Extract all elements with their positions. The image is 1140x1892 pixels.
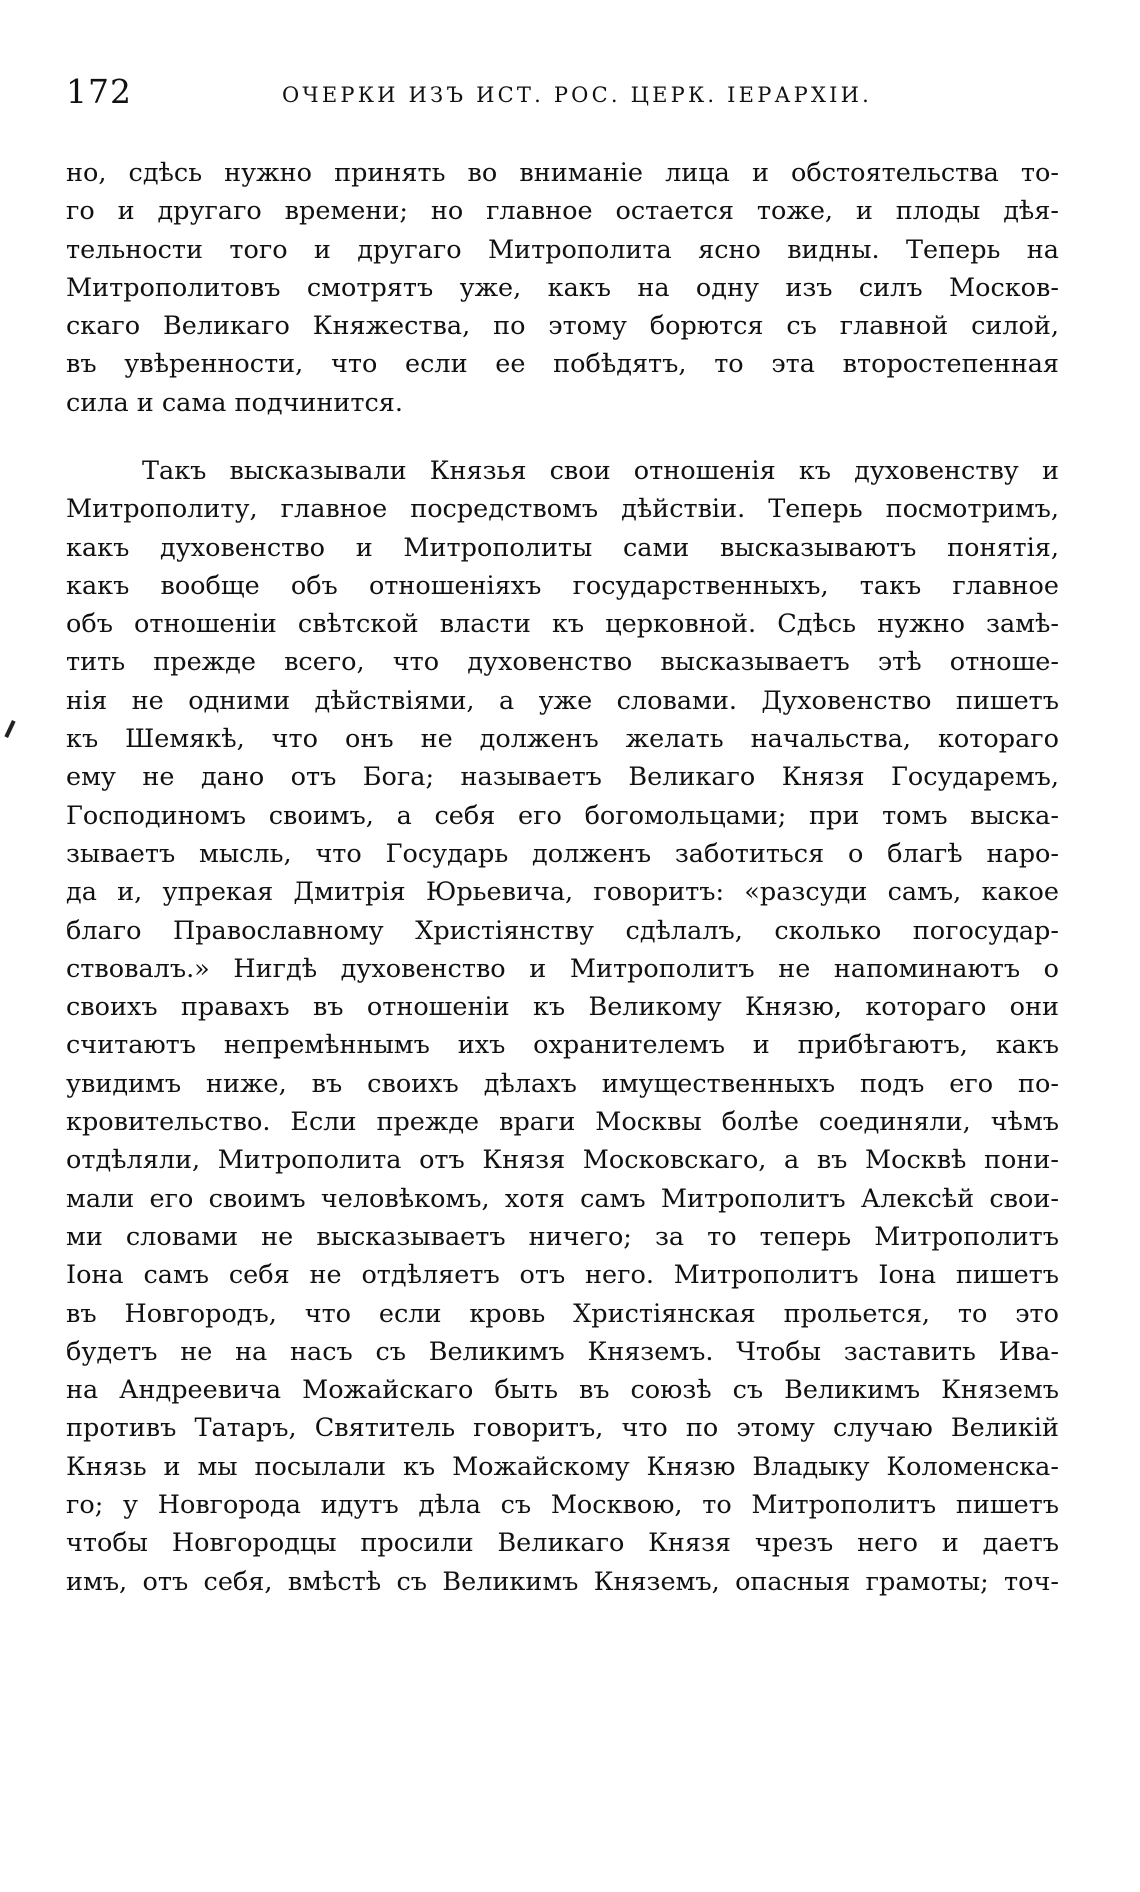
text-line: имъ, отъ себя, вмѣстѣ съ Великимъ Княземъ, опасныя грамоты; точ- bbox=[66, 1566, 1059, 1597]
text-line: тить прежде всего, что духовенство высказываетъ этѣ отноше- bbox=[66, 647, 1059, 678]
text-line: Такъ высказывали Князья свои отношенія къ духовенству и bbox=[142, 456, 1059, 486]
margin-mark bbox=[4, 720, 15, 738]
text-line: увидимъ ниже, въ своихъ дѣлахъ имущественныхъ подъ его по- bbox=[66, 1068, 1059, 1099]
text-line: Князь и мы посылали къ Можайскому Князю Владыку Коломенска- bbox=[66, 1451, 1059, 1482]
text-line: кровительство. Если прежде враги Москвы болѣе соединяли, чѣмъ bbox=[66, 1107, 1059, 1138]
text-line: го; у Новгорода идутъ дѣла съ Москвою, то Митрополитъ пишетъ bbox=[66, 1490, 1059, 1521]
text-line: въ увѣренности, что если ее побѣдятъ, то эта второстепенная bbox=[66, 349, 1059, 380]
text-line: ми словами не высказываетъ ничего; за то теперь Митрополитъ bbox=[66, 1221, 1059, 1252]
text-line: объ отношеніи свѣтской власти къ церковной. Сдѣсь нужно замѣ- bbox=[66, 609, 1059, 640]
text-line: чтобы Новгородцы просили Великаго Князя чрезъ него и даетъ bbox=[66, 1528, 1059, 1559]
text-line: отдѣляли, Митрополита отъ Князя Московскаго, а въ Москвѣ пони- bbox=[66, 1145, 1059, 1176]
paragraph-2 bbox=[66, 452, 1059, 1601]
text-line: зываетъ мысль, что Государь долженъ заботиться о благѣ наро- bbox=[66, 838, 1059, 869]
text-line: нія не одними дѣйствіями, а уже словами. Духовенство пишетъ bbox=[66, 685, 1059, 716]
text-line: но, сдѣсь нужно принять во вниманіе лица и обстоятельства то- bbox=[66, 158, 1059, 188]
text-line: Митрополитовъ смотрятъ уже, какъ на одну изъ силъ Москов- bbox=[66, 272, 1059, 303]
text-line: въ Новгородъ, что если кровь Христіянская прольется, то это bbox=[66, 1298, 1059, 1329]
text-line: да и, упрекая Дмитрія Юрьевича, говоритъ: «разсуди самъ, какое bbox=[66, 877, 1059, 908]
text-line: сила и сама подчинится. bbox=[66, 387, 403, 418]
text-line: мали его своимъ человѣкомъ, хотя самъ Митрополитъ Алексѣй свои- bbox=[66, 1183, 1059, 1214]
text-line: благо Православному Христіянству сдѣлалъ, сколько погосудар- bbox=[66, 915, 1059, 946]
running-title: ОЧЕРКИ ИЗЪ ИСТ. РОС. ЦЕРК. ІЕРАРХІИ. bbox=[282, 83, 873, 107]
text-line: Митрополиту, главное посредствомъ дѣйствіи. Теперь посмотримъ, bbox=[66, 494, 1059, 525]
text-line: противъ Татаръ, Святитель говоритъ, что по этому случаю Великій bbox=[66, 1413, 1059, 1444]
text-line: ему не дано отъ Бога; называетъ Великаго Князя Государемъ, bbox=[66, 762, 1059, 793]
text-line: Господиномъ своимъ, а себя его богомольцами; при томъ выска- bbox=[66, 800, 1059, 831]
text-line: своихъ правахъ въ отношеніи къ Великому Князю, котораго они bbox=[66, 992, 1059, 1023]
page-number: 172 bbox=[66, 72, 132, 111]
text-line: го и другаго времени; но главное остается тоже, и плоды дѣя- bbox=[66, 196, 1059, 227]
text-line: будетъ не на насъ съ Великимъ Княземъ. Чтобы заставить Ива- bbox=[66, 1336, 1059, 1367]
text-line: ствовалъ.» Нигдѣ духовенство и Митрополитъ не напоминаютъ о bbox=[66, 953, 1059, 984]
text-line: къ Шемякѣ, что онъ не долженъ желать начальства, котораго bbox=[66, 724, 1059, 755]
text-line: тельности того и другаго Митрополита ясно видны. Теперь на bbox=[66, 234, 1059, 265]
text-line: Іона самъ себя не отдѣляетъ отъ него. Митрополитъ Іона пишетъ bbox=[66, 1260, 1059, 1291]
paragraph-1 bbox=[66, 154, 1059, 422]
text-line: считаютъ непремѣннымъ ихъ охранителемъ и прибѣгаютъ, какъ bbox=[66, 1030, 1059, 1061]
text-line: какъ вообще объ отношеніяхъ государственныхъ, такъ главное bbox=[66, 570, 1059, 601]
text-line: на Андреевича Можайскаго быть въ союзѣ съ Великимъ Княземъ bbox=[66, 1375, 1059, 1406]
text-line: скаго Великаго Княжества, по этому борются съ главной силой, bbox=[66, 311, 1059, 342]
text-line: какъ духовенство и Митрополиты сами высказываютъ понятія, bbox=[66, 532, 1059, 563]
